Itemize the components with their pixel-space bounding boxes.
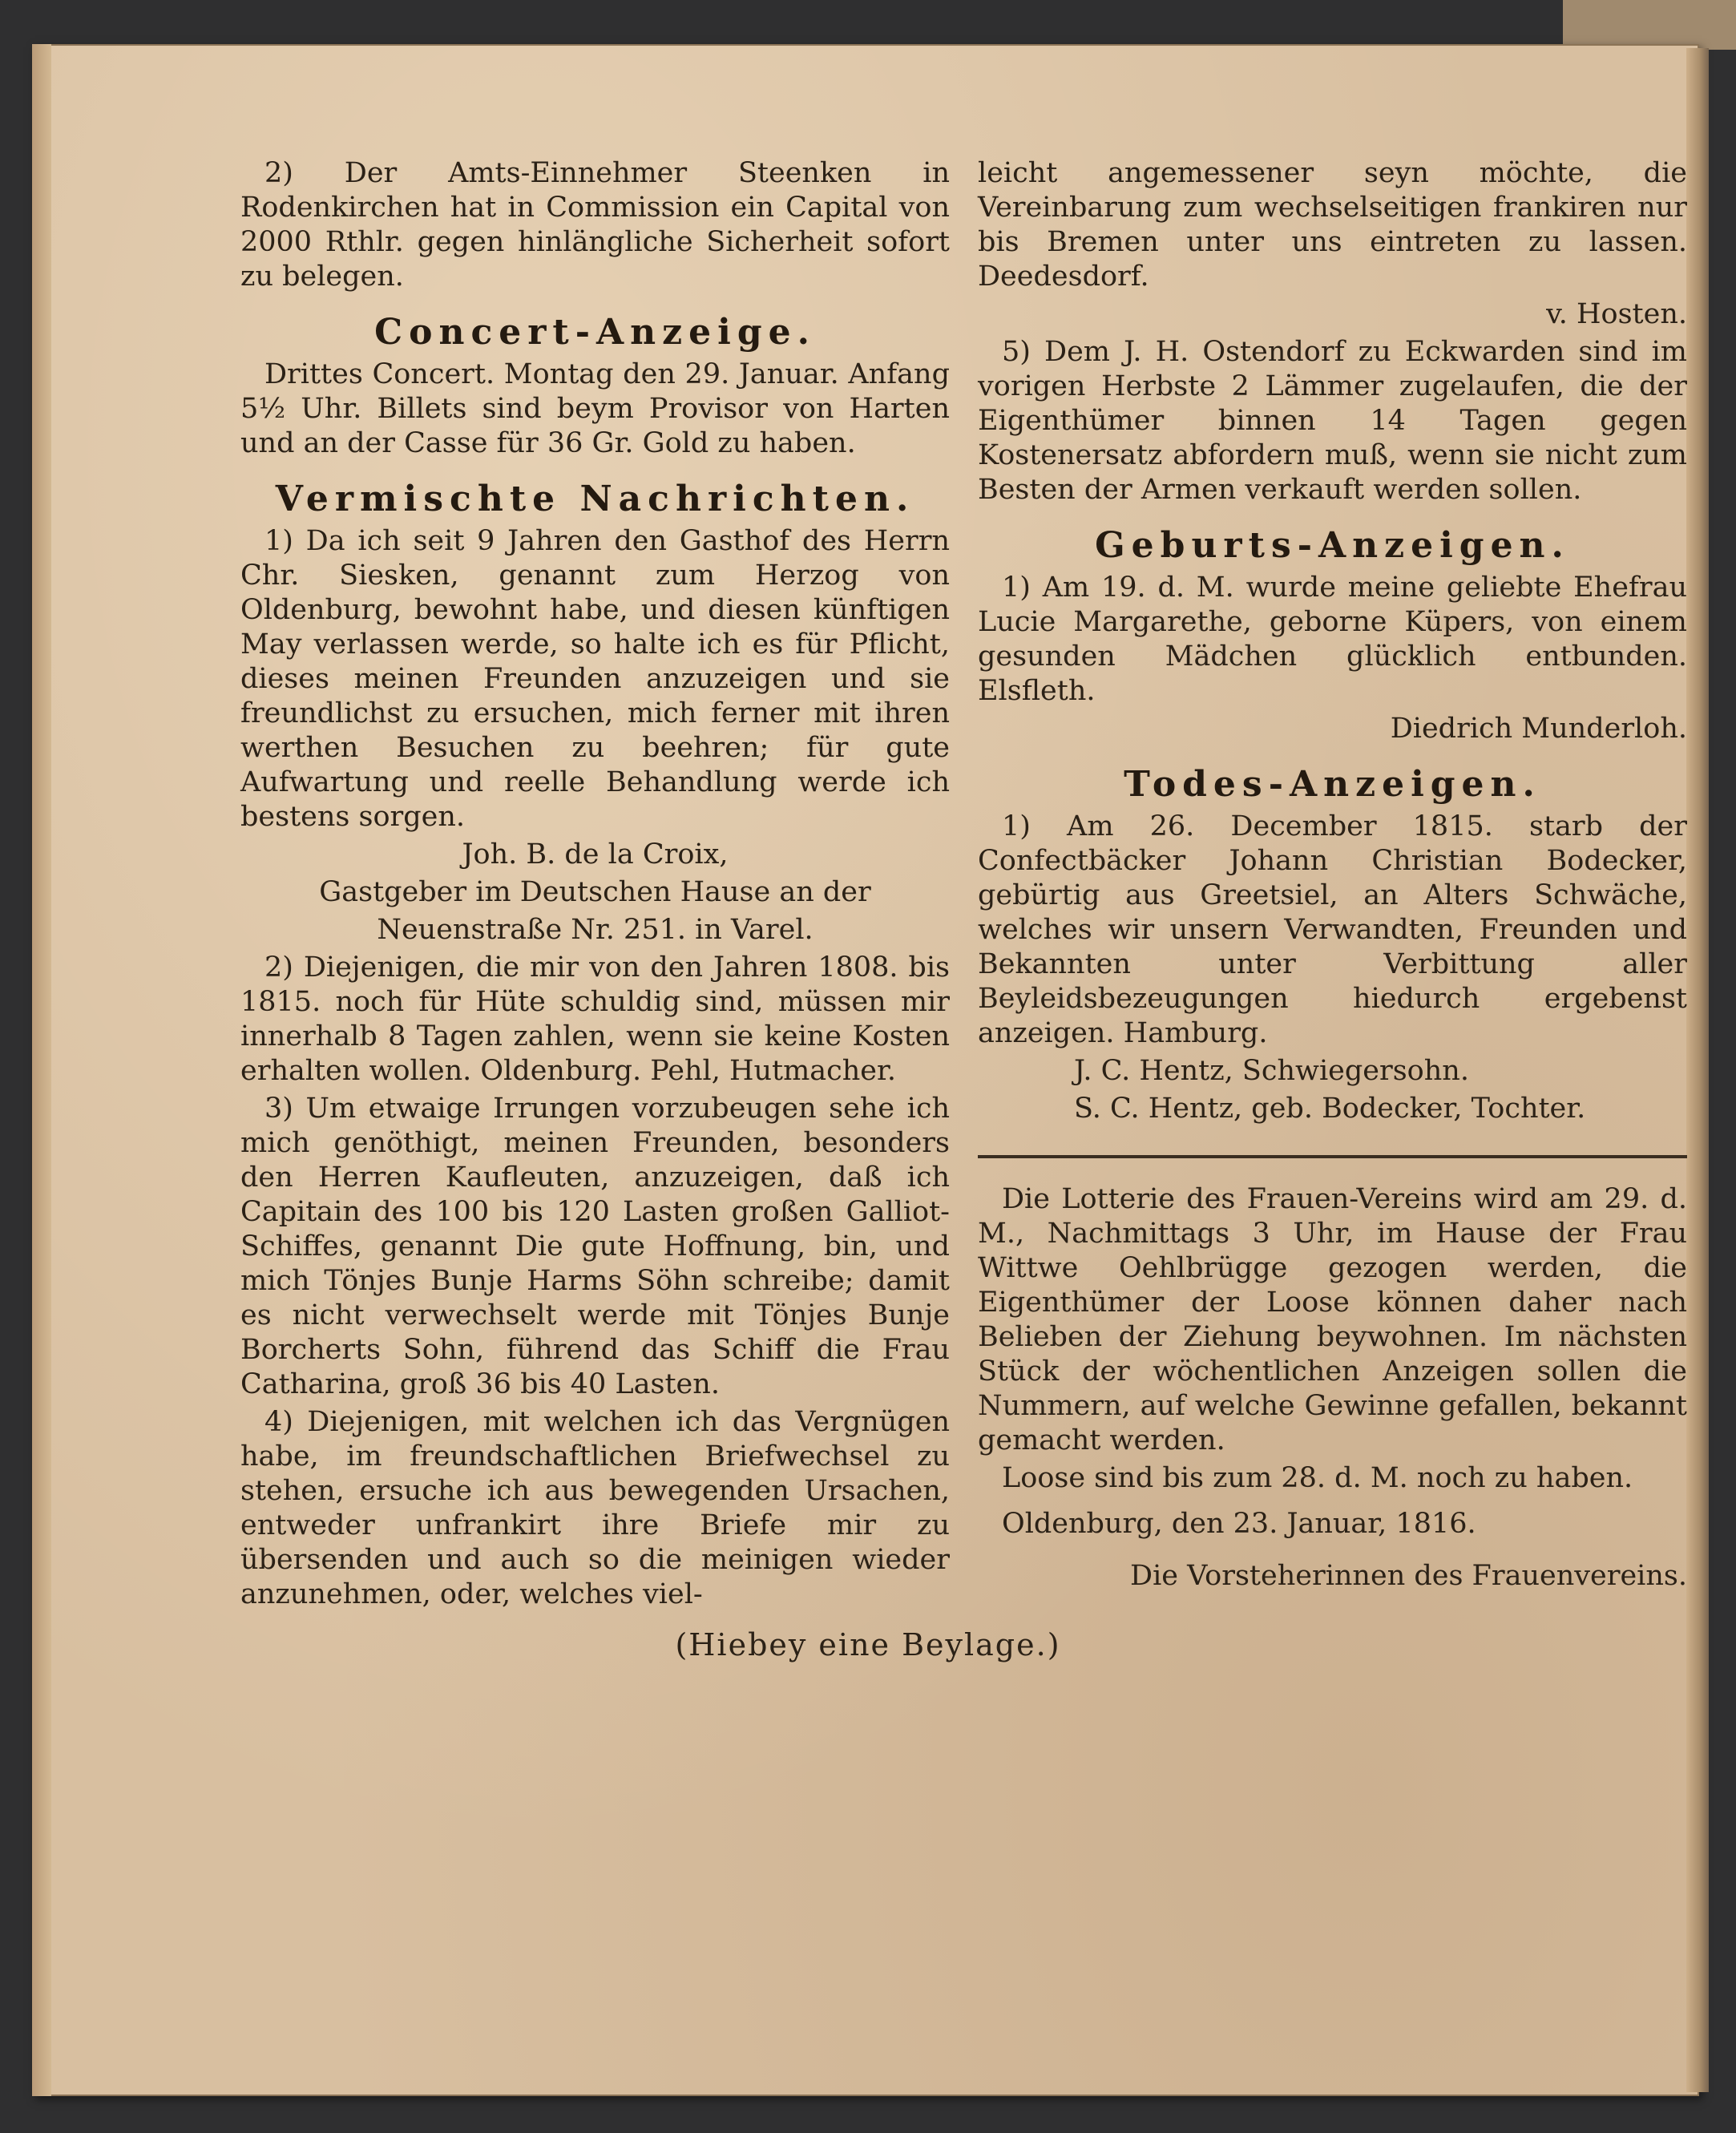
misc-notice-3: 3) Um etwaige Irrungen vorzubeugen sehe ich mich genöthigt, meinen Freunden, besonders den Herren Kaufleuten, anzuzeigen, daß ich Capitain des 100 bis 120 Lasten großen Galliot-Schiffes, genannt Die gute Hoffnung, bin, und mich Tönjes Bunje Harms Söhn schreibe; damit es nicht verwechselt werde mit Tönjes Bunje Borcherts Sohn, führend das Schiff die Frau Catharina, groß 36 bis 40 Lasten. (240, 1093, 950, 1400)
lottery-notice-signature: Die Vorsteherinnen des Frauenvereins. (1130, 1560, 1687, 1592)
concert-heading: Concert-Anzeige. (374, 312, 816, 353)
right-column (978, 156, 1687, 1597)
lottery-notice: Die Lotterie des Frauen-Vereins wird am 29. d. M., Nachmittags 3 Uhr, im Hause der Frau Wittwe Oehlbrügge gezogen werden, die Eigenthümer der Loose können daher nach Belieben der Ziehung beywohnen. Im nächsten Stück der wöchentlichen Anzeigen sollen die Nummern, auf welche Gewinne gefallen, bekannt gemacht werden. (978, 1183, 1687, 1456)
misc-notice-4: 4) Diejenigen, mit welchen ich das Vergnügen habe, im freundschaftlichen Briefwechsel zu stehen, ersuche ich aus bewegenden Ursachen, entweder unfrankirt ihre Briefe mir zu übersenden und auch so die meinigen wieder anzunehmen, oder, welches viel- (240, 1406, 950, 1610)
misc-notice-4-continued: leicht angemessener seyn möchte, die Vereinbarung zum wechselseitigen frankiren nur bis Bremen unter uns eintreten zu lassen. Deedesdorf. (978, 157, 1687, 293)
death-notice-1: 1) Am 26. December 1815. starb der Confectbäcker Johann Christian Bodecker, gebürtig aus Greetsiel, an Alters Schwäche, welches wir unsern Verwandten, Freunden und Bekannten unter Verbittung aller Beyleidsbezeugungen hiedurch ergebenst anzeigen. Hamburg. (978, 810, 1687, 1049)
lottery-notice-tickets: Loose sind bis zum 28. d. M. noch zu haben. (1002, 1462, 1633, 1494)
misc-notice-1-signature: Joh. B. de la Croix, (462, 838, 729, 871)
page-edge-left (32, 44, 51, 2096)
left-column (240, 156, 950, 1615)
concert-notice: Drittes Concert. Montag den 29. Januar. Anfang 5½ Uhr. Billets sind beym Provisor von Harten und an der Casse für 36 Gr. Gold zu haben. (240, 358, 950, 459)
page-edge-right (1686, 48, 1709, 2092)
birth-announcements-heading: Geburts-Anzeigen. (1095, 525, 1570, 566)
death-notice-1-signature-2: S. C. Hentz, geb. Bodecker, Tochter. (1074, 1093, 1586, 1125)
death-notice-1-signature-1: J. C. Hentz, Schwiegersohn. (1074, 1055, 1469, 1087)
binding-tab (1563, 0, 1736, 50)
misc-notice-1: 1) Da ich seit 9 Jahren den Gasthof des Herrn Chr. Siesken, genannt zum Herzog von Oldenburg, bewohnt habe, und diesen künftigen May verlassen werde, so halte ich es für Pflicht, dieses meinen Freunden anzuzeigen und sie freundlichst zu ersuchen, mich ferner mit ihren werthen Besuchen zu beehren; für gute Aufwartung und reelle Behandlung werde ich bestens sorgen. (240, 525, 950, 833)
misc-notice-4-signature: v. Hosten. (1546, 298, 1687, 330)
misc-notice-5: 5) Dem J. H. Ostendorf zu Eckwarden sind im vorigen Herbste 2 Lämmer zugelaufen, die der Eigenthümer binnen 14 Tagen gegen Kostenersatz abfordern muß, wenn sie nicht zum Besten der Armen verkauft werden sollen. (978, 336, 1687, 506)
section-divider (978, 1155, 1687, 1158)
birth-notice-1-signature: Diedrich Munderloh. (1390, 713, 1687, 745)
supplement-note: (Hiebey eine Beylage.) (675, 1627, 1061, 1662)
birth-notice-1: 1) Am 19. d. M. wurde meine geliebte Ehefrau Lucie Margarethe, geborne Küpers, von einem gesunden Mädchen glücklich entbunden. Elsfleth. (978, 572, 1687, 707)
notice-item-2: 2) Der Amts-Einnehmer Steenken in Rodenkirchen hat in Commission ein Capital von 2000 Rthlr. gegen hinlängliche Sicherheit sofort zu belegen. (240, 157, 950, 293)
misc-notice-2: 2) Diejenigen, die mir von den Jahren 1808. bis 1815. noch für Hüte schuldig sind, müssen mir innerhalb 8 Tagen zahlen, wenn sie keine Kosten erhalten wollen. Oldenburg. Pehl, Hutmacher. (240, 951, 950, 1087)
misc-notice-1-signature-line2: Gastgeber im Deutschen Hause an der (319, 876, 871, 908)
misc-news-heading: Vermischte Nachrichten. (275, 479, 915, 519)
death-announcements-heading: Todes-Anzeigen. (1124, 764, 1541, 805)
lottery-notice-date: Oldenburg, den 23. Januar, 1816. (1002, 1508, 1476, 1540)
misc-notice-1-signature-line3: Neuenstraße Nr. 251. in Varel. (377, 914, 813, 946)
